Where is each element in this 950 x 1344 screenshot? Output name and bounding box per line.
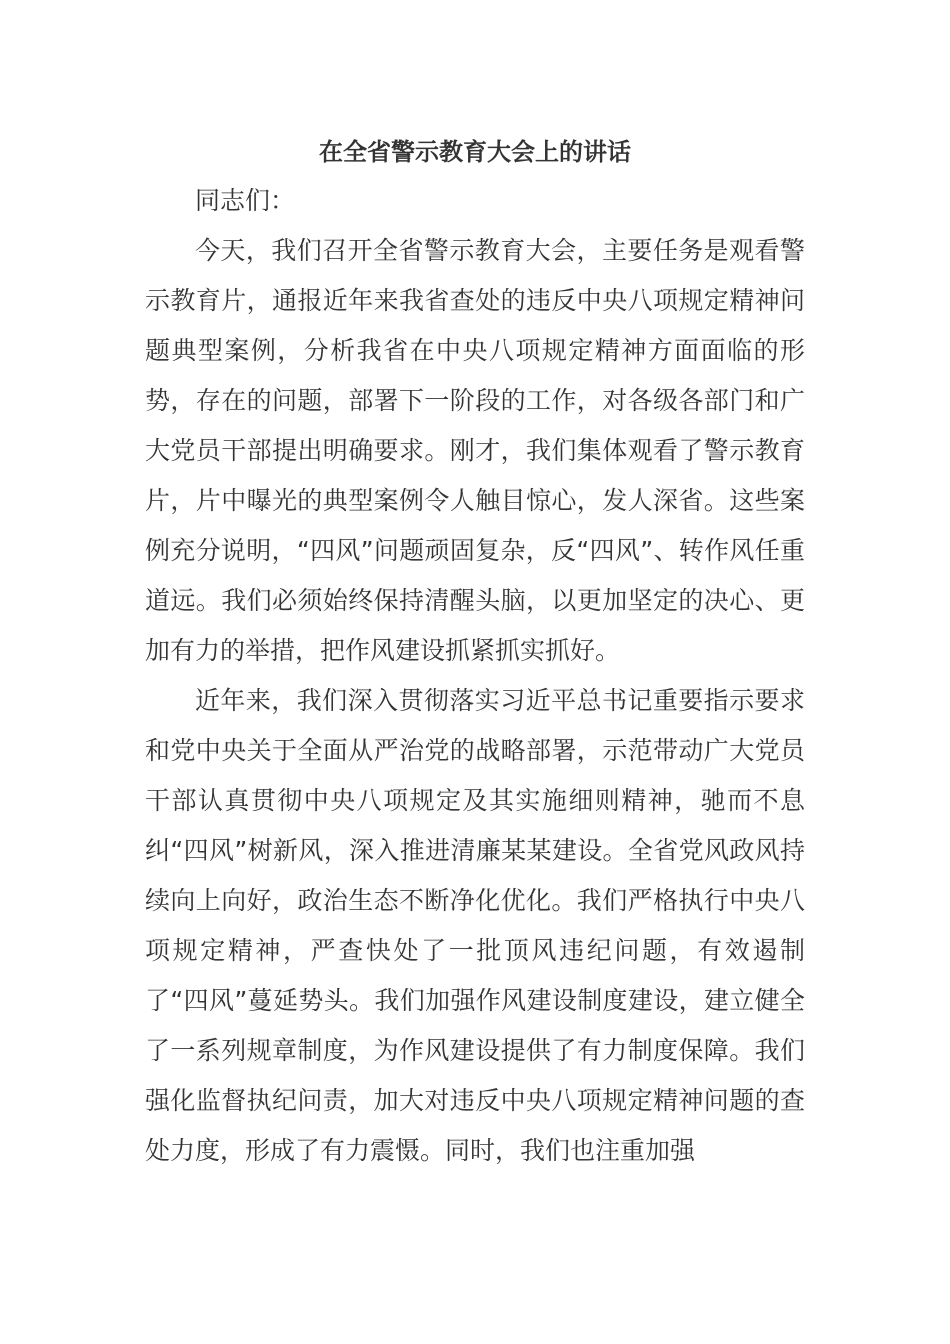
- paragraph-2: 近年来，我们深入贯彻落实习近平总书记重要指示要求和党中央关于全面从严治党的战略部署，示范带动广大党员干部认真贯彻中央八项规定及其实施细则精神，驰而不息纠“四风”树新风，深入推进清廉某某建设。全省党风政风持续向上向好，政治生态不断净化优化。我们严格执行中央八项规定精神，严查快处了一批顶风违纪问题，有效遏制了“四风”蔓延势头。我们加强作风建设制度建设，建立健全了一系列规章制度，为作风建设提供了有力制度保障。我们强化监督执纪问责，加大对违反中央八项规定精神问题的查处力度，形成了有力震慑。同时，我们也注重加强: [145, 686, 805, 1165]
- document-body: [145, 176, 805, 1176]
- salutation: 同志们：: [195, 186, 296, 215]
- document-title: 在全省警示教育大会上的讲话: [319, 138, 631, 166]
- paragraph-1: 今天，我们召开全省警示教育大会，主要任务是观看警示教育片，通报近年来我省查处的违反中央八项规定精神问题典型案例，分析我省在中央八项规定精神方面面临的形势，存在的问题，部署下一阶段的工作，对各级各部门和广大党员干部提出明确要求。刚才，我们集体观看了警示教育片，片中曝光的典型案例令人触目惊心，发人深省。这些案例充分说明，“四风”问题顽固复杂，反“四风”、转作风任重道远。我们必须始终保持清醒头脑，以更加坚定的决心、更加有力的举措，把作风建设抓紧抓实抓好。: [145, 236, 805, 665]
